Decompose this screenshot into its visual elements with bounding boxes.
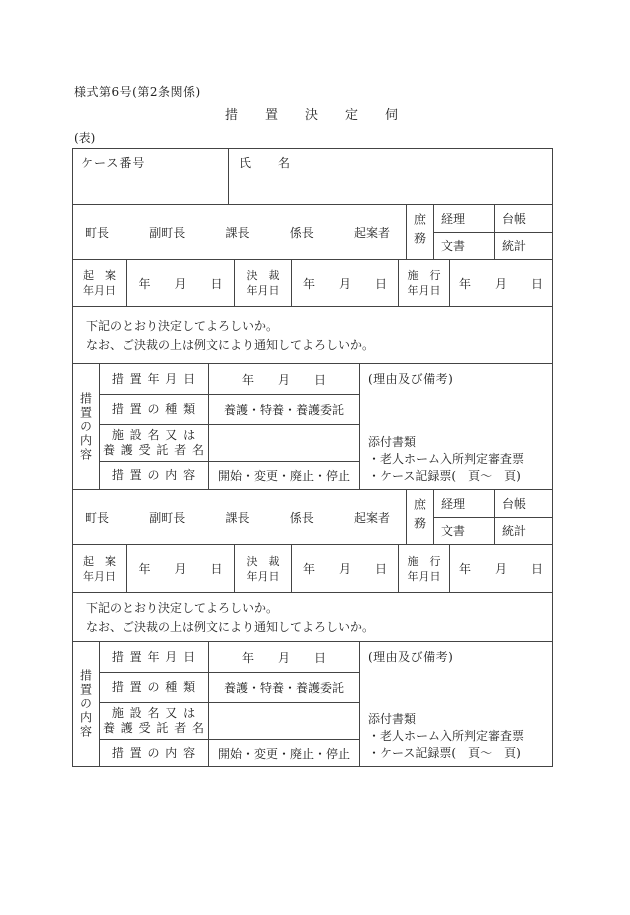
request-text-line1: 下記のとおり決定してよろしいか。 <box>86 319 279 333</box>
measure-date-label: 措 置 年 月 日 <box>111 371 197 386</box>
accounting-label: 経理 <box>441 496 466 511</box>
measure-date-row <box>100 642 359 672</box>
request-text-line2: なお、ご決裁の上は例文により通知してよろしいか。 <box>86 338 375 352</box>
attachments-title: 添付書類 <box>368 435 417 449</box>
approver-drafter: 起案者 <box>353 510 390 525</box>
ledger-label: 台帳 <box>502 496 527 511</box>
enforcement-date-label: 施 行 年月日 <box>398 545 449 592</box>
measure-date-field: 年 月 日 <box>208 642 359 672</box>
measure-content-block <box>73 363 552 489</box>
approver-titles-cell <box>73 205 406 259</box>
dates-row <box>73 259 552 306</box>
measure-date-label: 措 置 年 月 日 <box>111 649 197 664</box>
attachment-item: ・ケース記録票( 頁〜 頁) <box>368 469 521 483</box>
general-affairs-cell <box>406 205 433 259</box>
request-text-row <box>73 592 552 641</box>
approver-deputy-mayor: 副町長 <box>149 510 186 525</box>
approver-section-chief: 課長 <box>225 225 250 240</box>
accounting-documents-cell <box>433 490 494 544</box>
measure-content-vertical-cell <box>73 364 99 489</box>
measure-content-vertical-label: 措置の内容 <box>78 669 93 739</box>
form-number-label: 様式第6号(第2条関係) <box>74 85 201 99</box>
measure-detail-row <box>100 461 359 489</box>
general-affairs-label: 庶務 <box>412 498 427 536</box>
remarks-blank-space <box>368 665 546 711</box>
main-form-table <box>72 148 553 767</box>
dates-row <box>73 544 552 592</box>
measure-type-row <box>100 672 359 702</box>
approver-titles-cell <box>73 490 406 544</box>
facility-name-row <box>100 702 359 739</box>
measure-type-field: 養護・特養・養護委託 <box>208 673 359 702</box>
page-title: 措 置 決 定 伺 <box>224 108 405 123</box>
case-number-label: ケース番号 <box>81 156 146 170</box>
measure-type-label: 措 置 の 種 類 <box>111 680 197 694</box>
measure-detail-label: 措 置 の 内 容 <box>111 745 197 760</box>
request-text-cell <box>73 307 552 363</box>
remarks-title: (理由及び備考) <box>368 650 454 664</box>
request-text-line1: 下記のとおり決定してよろしいか。 <box>86 601 279 615</box>
approval-date-field: 年 月 日 <box>291 545 398 592</box>
measure-date-field: 年 月 日 <box>208 364 359 394</box>
case-name-row <box>73 149 552 204</box>
request-text-row <box>73 306 552 363</box>
measure-fields-column <box>99 642 359 766</box>
draft-date-label: 起 案 年月日 <box>83 554 116 583</box>
facility-name-field <box>208 425 359 461</box>
facility-name-label: 施 設 名 又 は 養 護 受 託 者 名 <box>102 706 206 735</box>
attachment-item: ・老人ホーム入所判定審査票 <box>368 452 525 466</box>
approval-date-label: 決 裁 年月日 <box>234 260 291 306</box>
measure-content-vertical-label: 措置の内容 <box>78 391 93 462</box>
attachment-item: ・ケース記録票( 頁〜 頁) <box>368 746 521 760</box>
request-text-cell <box>73 593 552 641</box>
measure-type-label: 措 置 の 種 類 <box>111 402 197 416</box>
documents-label: 文書 <box>434 517 494 545</box>
approver-mayor: 町長 <box>85 510 110 525</box>
approver-mayor: 町長 <box>85 225 110 240</box>
approver-subsection-chief: 係長 <box>289 510 314 525</box>
ledger-statistics-cell <box>494 205 552 259</box>
draft-date-label: 起 案 年月日 <box>83 269 116 297</box>
documents-label: 文書 <box>434 232 494 260</box>
measure-fields-column <box>99 364 359 489</box>
measure-detail-label: 措 置 の 内 容 <box>111 468 197 482</box>
attachments-title: 添付書類 <box>368 712 417 726</box>
statistics-label: 統計 <box>495 232 552 260</box>
general-affairs-label: 庶務 <box>412 213 427 251</box>
facility-name-field <box>208 703 359 739</box>
approver-subsection-chief: 係長 <box>289 225 314 240</box>
attachment-item: ・老人ホーム入所判定審査票 <box>368 729 525 743</box>
approver-drafter: 起案者 <box>353 225 390 240</box>
front-side-label: (表) <box>74 131 96 145</box>
remarks-cell <box>359 364 552 489</box>
facility-name-label: 施 設 名 又 は 養 護 受 託 者 名 <box>102 428 206 457</box>
measure-detail-row <box>100 739 359 766</box>
statistics-label: 統計 <box>495 517 552 545</box>
name-label: 氏 名 <box>239 156 292 170</box>
general-affairs-cell <box>406 490 433 544</box>
attachments-block <box>368 711 546 762</box>
measure-type-field: 養護・特養・養護委託 <box>208 395 359 424</box>
approval-stamps-row <box>73 489 552 544</box>
approval-date-field: 年 月 日 <box>291 260 398 306</box>
measure-content-block <box>73 641 552 766</box>
approver-deputy-mayor: 副町長 <box>149 225 186 240</box>
draft-date-field: 年 月 日 <box>126 260 234 306</box>
enforcement-date-field: 年 月 日 <box>449 545 552 592</box>
ledger-statistics-cell <box>494 490 552 544</box>
ledger-label: 台帳 <box>502 211 527 226</box>
case-number-cell <box>73 149 228 204</box>
facility-name-row <box>100 424 359 461</box>
measure-detail-field: 開始・変更・廃止・停止 <box>208 740 359 766</box>
request-text-line2: なお、ご決裁の上は例文により通知してよろしいか。 <box>86 620 375 634</box>
measure-detail-field: 開始・変更・廃止・停止 <box>208 462 359 489</box>
remarks-title: (理由及び備考) <box>368 372 454 386</box>
remarks-blank-space <box>368 387 546 434</box>
approver-section-chief: 課長 <box>225 510 250 525</box>
remarks-cell <box>359 642 552 766</box>
draft-date-field: 年 月 日 <box>126 545 234 592</box>
enforcement-date-label: 施 行 年月日 <box>398 260 449 306</box>
measure-type-row <box>100 394 359 424</box>
approval-stamps-row <box>73 204 552 259</box>
approval-date-label: 決 裁 年月日 <box>234 545 291 592</box>
measure-date-row <box>100 364 359 394</box>
accounting-label: 経理 <box>441 211 466 226</box>
name-cell <box>228 149 552 204</box>
enforcement-date-field: 年 月 日 <box>449 260 552 306</box>
attachments-block <box>368 434 546 485</box>
accounting-documents-cell <box>433 205 494 259</box>
measure-content-vertical-cell <box>73 642 99 766</box>
